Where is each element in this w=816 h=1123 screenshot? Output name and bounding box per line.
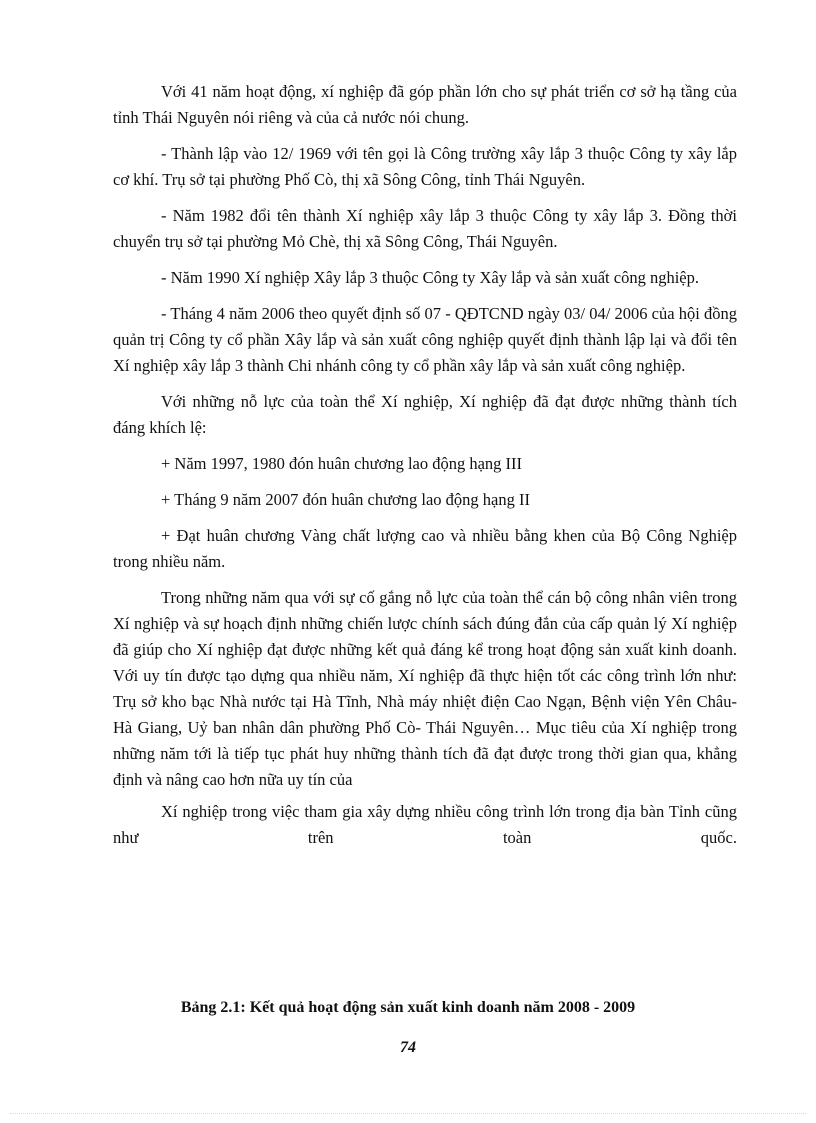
paragraph: + Năm 1997, 1980 đón huân chương lao động hạng III	[161, 454, 523, 473]
body-text	[113, 79, 737, 861]
paragraph: + Đạt huân chương Vàng chất lượng cao và nhiều bằng khen của Bộ Công Nghiệp trong nhiều năm.	[113, 526, 737, 571]
paragraph: + Tháng 9 năm 2007 đón huân chương lao động hạng II	[161, 490, 530, 509]
paragraph: - Năm 1982 đổi tên thành Xí nghiệp xây lắp 3 thuộc Công ty xây lắp 3. Đồng thời chuyển trụ sở tại phường Mỏ Chè, thị xã Sông Công, Thái Nguyên.	[113, 206, 737, 251]
paragraph: Trong những năm qua với sự cố gắng nỗ lực của toàn thể cán bộ công nhân viên trong Xí nghiệp và sự hoạch định những chiến lược chính sách đúng đắn của cấp quản lý Xí nghiệp đã giúp cho Xí nghiệp đạt được những kết quả đáng kể trong hoạt động sản xuất kinh doanh. Với uy tín được tạo dựng qua nhiều năm, Xí nghiệp đã thực hiện tốt các công trình lớn như: Trụ sở kho bạc Nhà nước tại Hà Tĩnh, Nhà máy nhiệt điện Cao Ngạn, Bệnh viện Yên Châu- Hà Giang, Uỷ ban nhân dân phường Phố Cò- Thái Nguyên… Mục tiêu của Xí nghiệp trong những năm tới là tiếp tục phát huy những thành tích đã đạt được trong thời gian qua, khẳng định và nâng cao hơn nữa uy tín của	[113, 588, 737, 789]
paragraph: Xí nghiệp trong việc tham gia xây dựng nhiều công trình lớn trong địa bàn Tỉnh cũng như trên toàn quốc.	[113, 802, 737, 847]
paragraph: Với những nỗ lực của toàn thể Xí nghiệp, Xí nghiệp đã đạt được những thành tích đáng khích lệ:	[113, 392, 737, 437]
paragraph: - Thành lập vào 12/ 1969 với tên gọi là Công trường xây lắp 3 thuộc Công ty xây lắp cơ khí. Trụ sở tại phường Phố Cò, thị xã Sông Công, tỉnh Thái Nguyên.	[113, 144, 737, 189]
page-bottom-border	[10, 1113, 806, 1114]
page-number: 74	[400, 1039, 416, 1056]
paragraph: Với 41 năm hoạt động, xí nghiệp đã góp phần lớn cho sự phát triển cơ sở hạ tầng của tỉnh Thái Nguyên nói riêng và của cả nước nói chung.	[113, 82, 737, 127]
table-caption: Bảng 2.1: Kết quả hoạt động sản xuất kinh doanh năm 2008 - 2009	[180, 999, 636, 1016]
paragraph: - Tháng 4 năm 2006 theo quyết định số 07 - QĐTCND ngày 03/ 04/ 2006 của hội đồng quản trị Công ty cổ phần Xây lắp và sản xuất công nghiệp quyết định thành lập lại và đổi tên Xí nghiệp xây lắp 3 thành Chi nhánh công ty cổ phần xây lắp và sản xuất công nghiệp.	[113, 304, 737, 375]
paragraph: - Năm 1990 Xí nghiệp Xây lắp 3 thuộc Công ty Xây lắp và sản xuất công nghiệp.	[161, 268, 699, 287]
